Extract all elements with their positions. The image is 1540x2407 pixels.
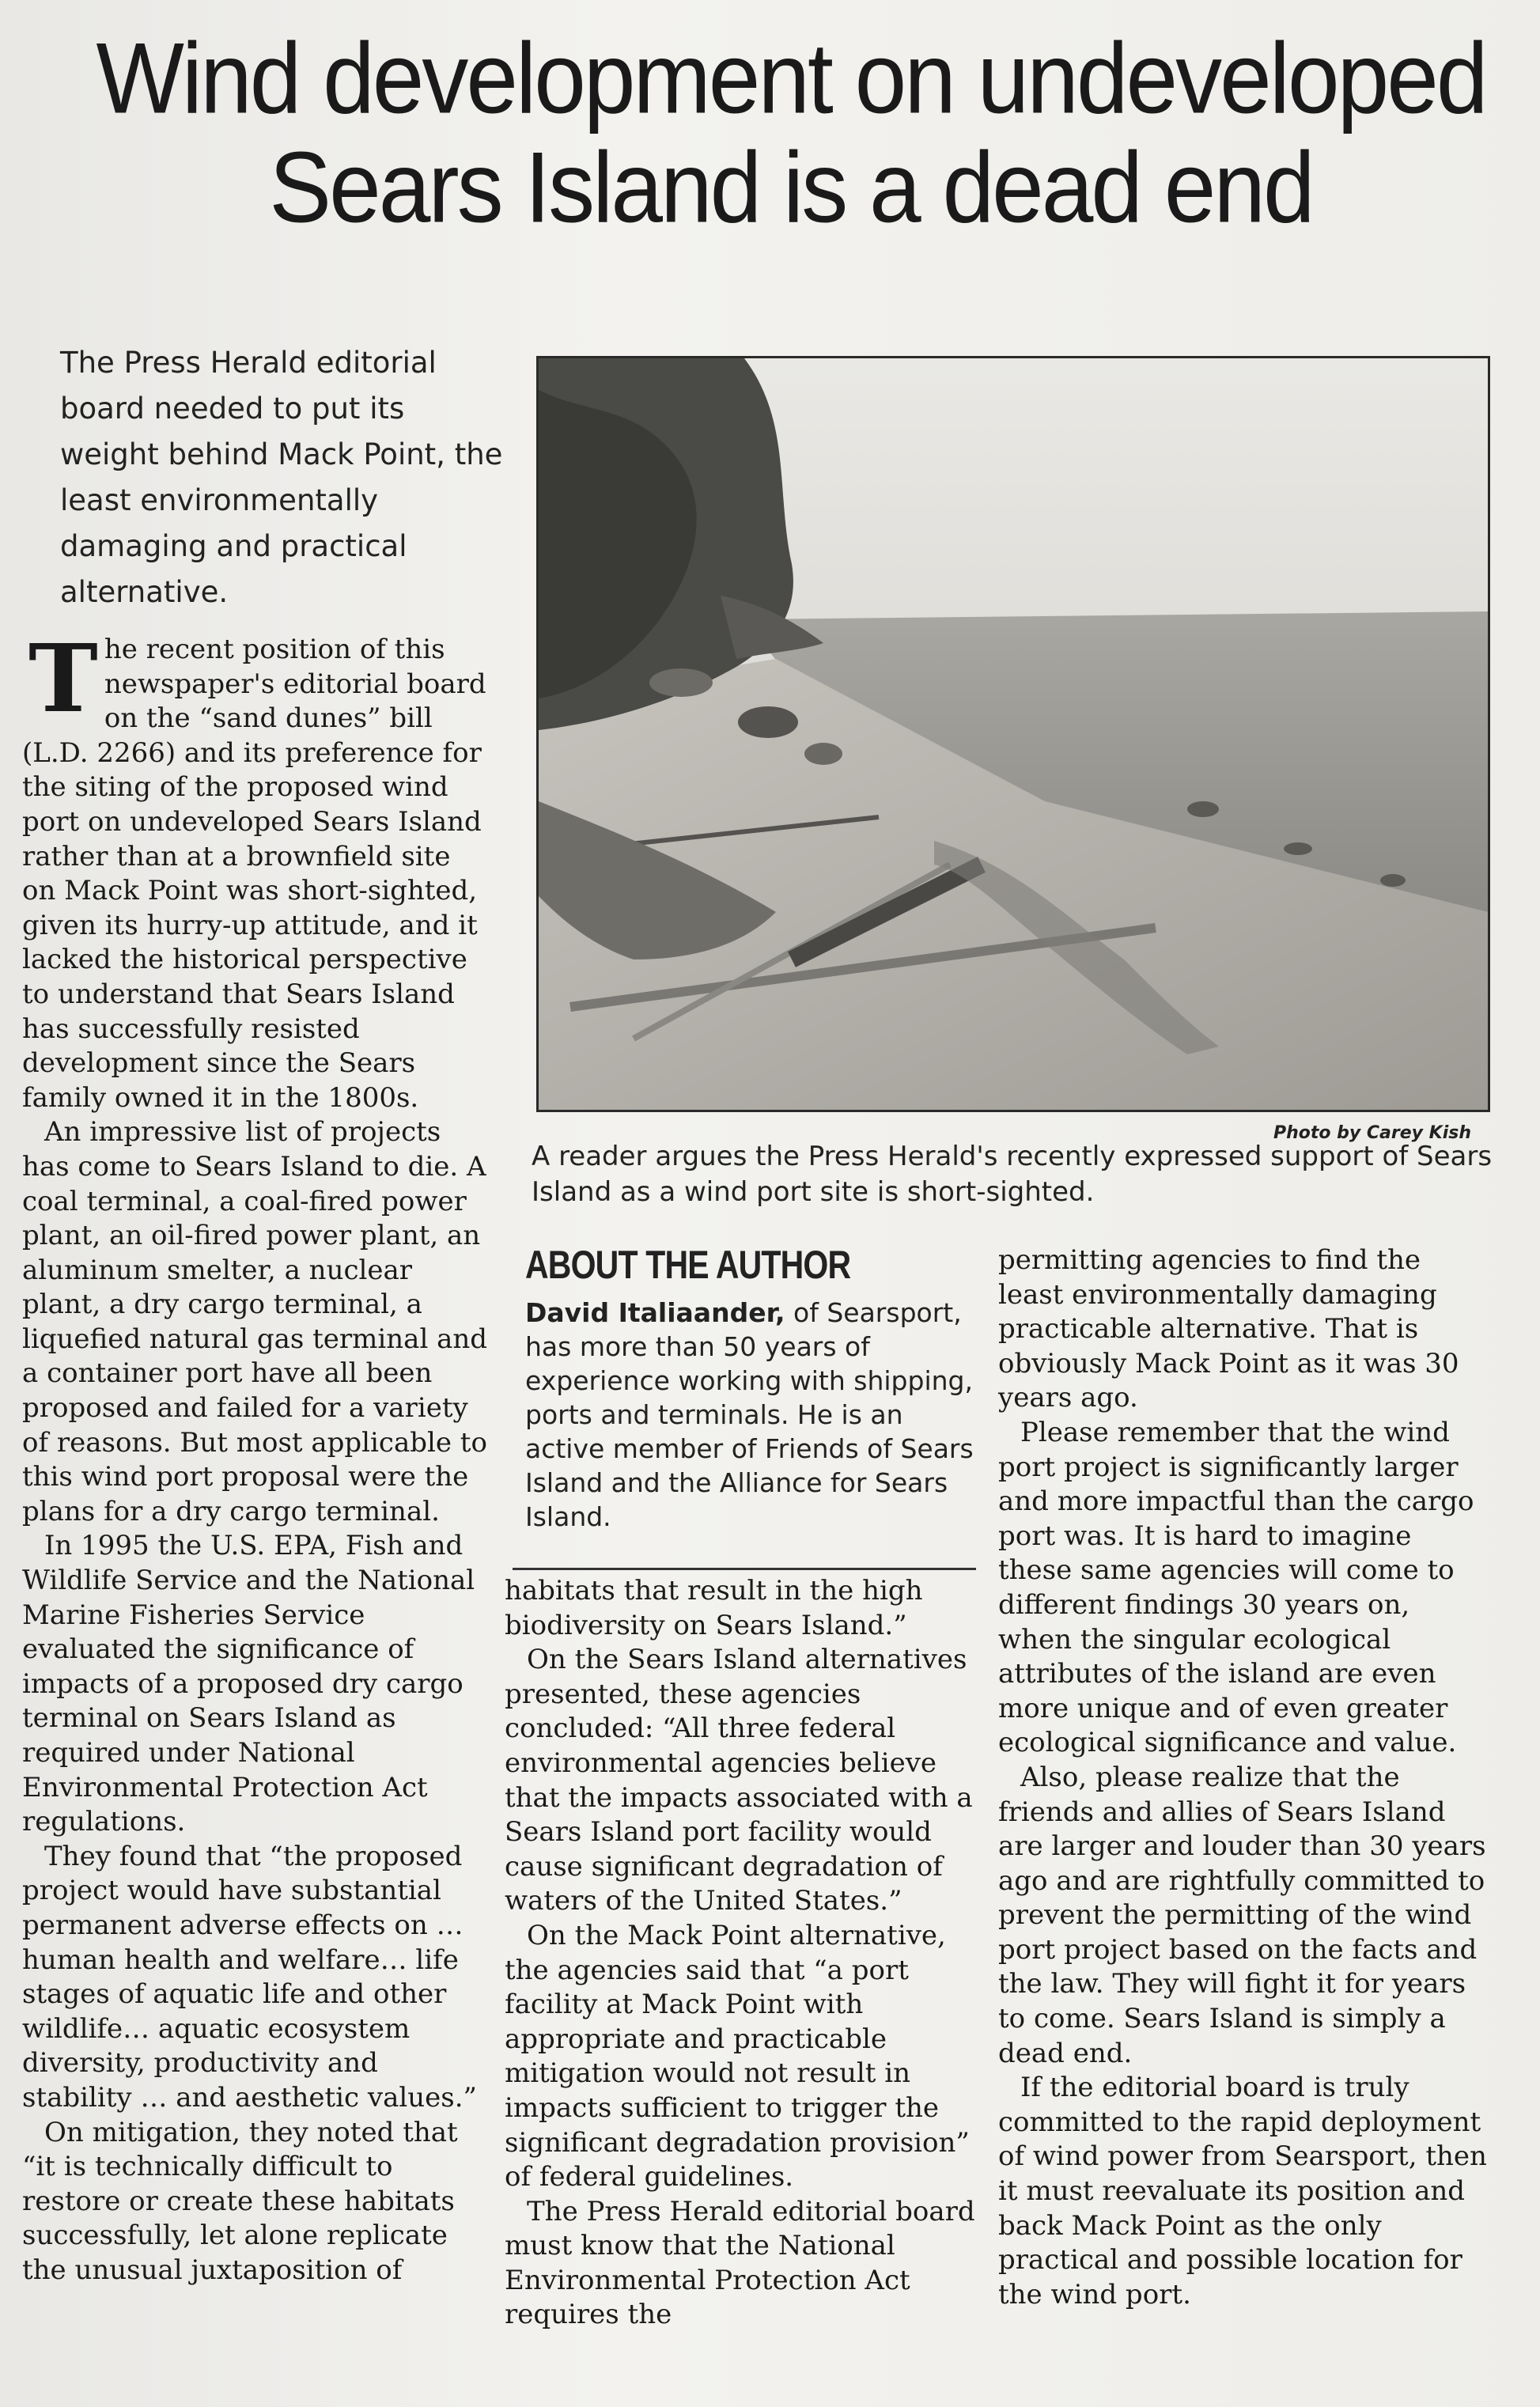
about-body	[525, 1296, 984, 1534]
deck-summary: The Press Herald editorial board needed to put its weight behind Mack Point, the least environmentally damaging and practical alternative.	[60, 346, 503, 609]
headline-line-1: Wind development on undeveloped	[96, 21, 1486, 135]
article-paragraph: permitting agencies to find the least environmentally damaging practicable alternative. That is obviously Mack Point as it was 30 years ago.	[998, 1244, 1459, 1414]
article-paragraph: On the Sears Island alternatives presented, these agencies concluded: “All three federal environmental agencies believe that the impacts associated with a Sears Island port facility would cause significant degradation of waters of the United States.”	[505, 1644, 973, 1917]
article-paragraph: They found that “the proposed project would have substantial permanent adverse effects on … human health and welfare… life stages of aquatic life and other wildlife… aquatic ecosystem diversity, productivity and stability … and aesthetic values.”	[22, 1840, 477, 2114]
article-paragraph	[22, 623, 489, 1115]
beach-photo-image	[539, 358, 1488, 1110]
article-paragraph: On mitigation, they noted that “it is technically difficult to restore or create these habitats successfully, let alone replicate the unusual juxtaposition of	[22, 2116, 458, 2286]
beach-photo	[536, 356, 1490, 1112]
article-paragraph: The Press Herald editorial board must know that the National Environmental Protection Act requires the	[505, 2195, 975, 2331]
author-name: David Italiaander,	[525, 1297, 785, 1328]
photo-caption: A reader argues the Press Herald's recently expressed support of Sears Island as a wind port site is short-sighted.	[532, 1141, 1493, 1208]
drop-cap: T	[28, 623, 98, 733]
article-column-1	[22, 623, 489, 2288]
article-column-2	[505, 1574, 979, 2333]
article-paragraph: Please remember that the wind port project is significantly larger and more impactful than the cargo port was. It is hard to imagine these same agencies will come to different findings 30 years on, when the singular ecological attributes of the island are even more unique and of even greater ecological significance and value.	[998, 1416, 1474, 1759]
article-paragraph: Also, please realize that the friends and allies of Sears Island are larger and louder than 30 years ago and are rightfully committed to prevent the permitting of the wind port project based on the facts and the law. They will fight it for years to come. Sears Island is simply a dead end.	[998, 1761, 1486, 2069]
article-paragraph: In 1995 the U.S. EPA, Fish and Wildlife Service and the National Marine Fisheries Service evaluated the significance of impacts of a proposed dry cargo terminal on Sears Island as required under National Environmental Protection Act regulations.	[22, 1530, 475, 1838]
article-paragraph: habitats that result in the high biodiversity on Sears Island.”	[505, 1575, 923, 1641]
article-paragraph: If the editorial board is truly committed to the rapid deployment of wind power from Searsport, then it must reevaluate its position and back Mack Point as the only practical and possible location for the wind port.	[998, 2072, 1487, 2310]
headline-line-2: Sears Island is a dead end	[269, 131, 1313, 244]
column-divider	[513, 1568, 976, 1570]
photo-credit: Photo by Carey Kish	[1273, 1123, 1471, 1143]
about-the-author-box	[525, 1242, 984, 1534]
headline	[55, 21, 1527, 244]
about-heading: ABOUT THE AUTHOR	[525, 1243, 851, 1287]
article-paragraph: An impressive list of projects has come to Sears Island to die. A coal terminal, a coal-fired power plant, an oil-fired power plant, an aluminum smelter, a nuclear plant, a dry cargo terminal, a liquefied natural gas terminal and a container port have all been proposed and failed for a variety of reasons. But most applicable to this wind port proposal were the plans for a dry cargo terminal.	[22, 1116, 488, 1527]
article-paragraph: On the Mack Point alternative, the agencies said that “a port facility at Mack Point with appropriate and practicable mitigation would not result in impacts sufficient to trigger the significant degradation provision” of federal guidelines.	[505, 1919, 970, 2193]
author-bio: of Searsport, has more than 50 years of experience working with shipping, ports and terminals. He is an active member of Friends of Sears Island and the Alliance for Sears Island.	[525, 1297, 974, 1532]
article-column-3	[998, 1243, 1489, 2312]
paragraph-text: he recent position of this newspaper's editorial board on the “sand dunes” bill (L.D. 2266) and its preference for the siting of the proposed wind port on undeveloped Sears Island rather than at a brownfield site on Mack Point was short-sighted, given its hurry-up attitude, and it lacked the historical perspective to understand that Sears Island has successfully resisted development since the Sears family owned it in the 1800s.	[22, 634, 486, 1114]
